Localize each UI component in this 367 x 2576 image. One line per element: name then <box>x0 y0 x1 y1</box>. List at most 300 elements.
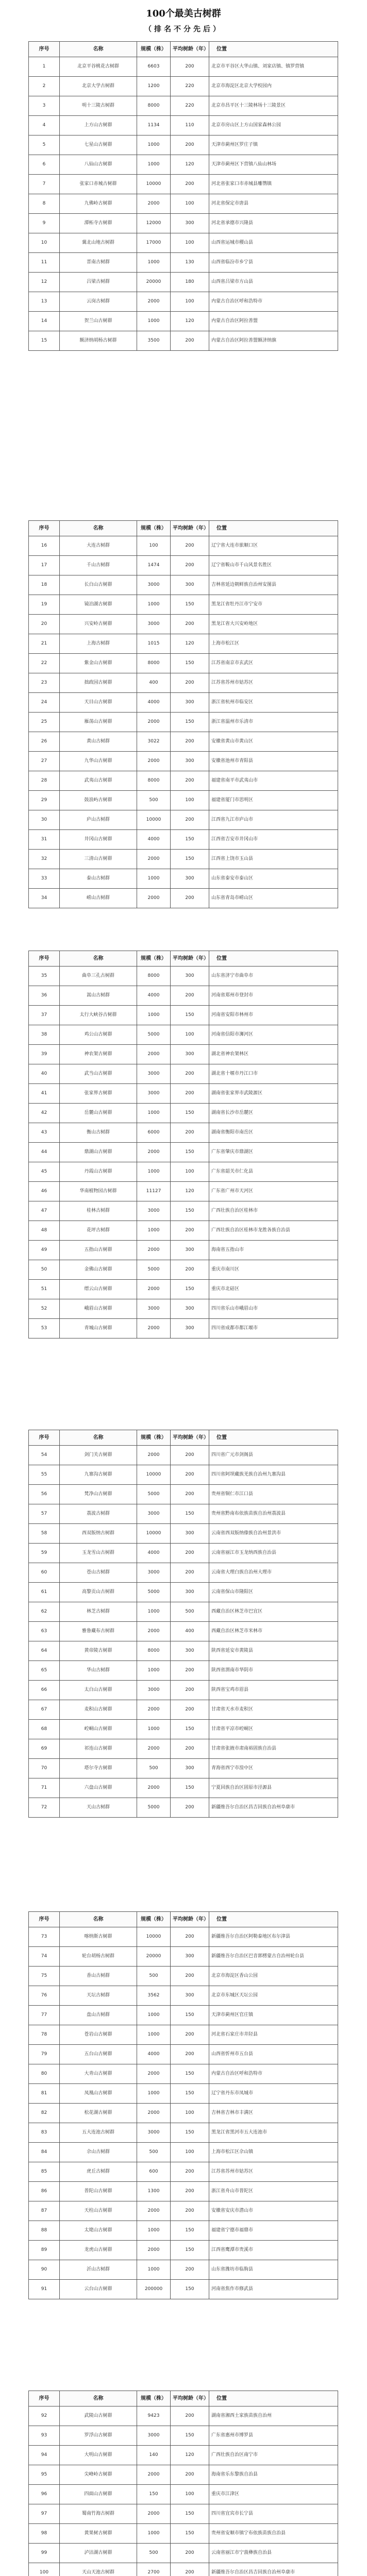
cell-no: 6 <box>29 155 60 175</box>
cell-age: 100 <box>171 2143 209 2162</box>
cell-scale: 3000 <box>137 1084 171 1104</box>
cell-age: 100 <box>171 292 209 312</box>
cell-scale: 2000 <box>137 194 171 214</box>
table-row <box>29 1681 338 1700</box>
cell-location: 四川省成都市都江堰市 <box>209 1319 338 1338</box>
table-row <box>29 1583 338 1602</box>
cell-scale: 500 <box>137 1967 171 1986</box>
cell-scale: 500 <box>137 791 171 810</box>
table-row <box>29 273 338 292</box>
table-row <box>29 1221 338 1241</box>
cell-no: 53 <box>29 1319 60 1338</box>
cell-location: 北京市海淀区香山公园 <box>209 1967 338 1986</box>
table-row <box>29 595 338 615</box>
cell-no: 11 <box>29 253 60 273</box>
cell-location: 陕西省宝鸡市眉县 <box>209 1681 338 1700</box>
cell-scale: 1474 <box>137 556 171 575</box>
cell-scale: 3562 <box>137 1986 171 2006</box>
cell-location: 甘肃省平凉市崆峒区 <box>209 1720 338 1739</box>
cell-name: 七星山古树群 <box>60 135 137 155</box>
cell-name: 荔波古树群 <box>60 1504 137 1524</box>
cell-age: 200 <box>171 135 209 155</box>
cell-age: 200 <box>171 1544 209 1563</box>
cell-scale: 1300 <box>137 2182 171 2201</box>
cell-scale: 4000 <box>137 830 171 850</box>
table-block <box>28 2391 338 2576</box>
cell-scale: 2000 <box>137 1319 171 1338</box>
cell-name: 塔尔寺古树群 <box>60 1759 137 1778</box>
cell-no: 45 <box>29 1162 60 1182</box>
cell-name: 六盘山古树群 <box>60 1778 137 1798</box>
cell-name: 缙云山古树群 <box>60 1280 137 1299</box>
cell-age: 150 <box>171 1504 209 1524</box>
cell-location: 四川省乐山市峨眉山市 <box>209 1299 338 1319</box>
cell-scale: 8000 <box>137 1641 171 1661</box>
cell-scale: 1000 <box>137 1602 171 1622</box>
cell-age: 200 <box>171 1927 209 1947</box>
cell-name: 西双版纳古树群 <box>60 1524 137 1544</box>
cell-name: 北京平谷桃花古树群 <box>60 57 137 77</box>
cell-age: 300 <box>171 1045 209 1064</box>
cell-age: 200 <box>171 1221 209 1241</box>
cell-age: 200 <box>171 1446 209 1465</box>
header-no: 序号 <box>29 42 60 57</box>
cell-age: 200 <box>171 1260 209 1280</box>
table-row <box>29 2064 338 2084</box>
cell-scale: 4000 <box>137 2045 171 2064</box>
cell-age: 150 <box>171 1143 209 1162</box>
cell-age: 100 <box>171 194 209 214</box>
table-row <box>29 830 338 850</box>
cell-scale: 1134 <box>137 116 171 135</box>
cell-no: 43 <box>29 1123 60 1143</box>
table-row <box>29 1504 338 1524</box>
table-row <box>29 1661 338 1681</box>
table-row <box>29 1700 338 1720</box>
cell-name: 武陵山古树群 <box>60 2406 137 2426</box>
cell-scale: 1000 <box>137 1661 171 1681</box>
table-row <box>29 1602 338 1622</box>
cell-age: 200 <box>171 1064 209 1084</box>
cell-scale: 1000 <box>137 1162 171 1182</box>
cell-location: 山东省潍坊市临朐县 <box>209 2260 338 2280</box>
cell-location: 天津市蓟州区下营镇八仙山林场 <box>209 155 338 175</box>
cell-location: 河南省郑州市登封市 <box>209 986 338 1006</box>
cell-no: 22 <box>29 654 60 673</box>
cell-name: 井冈山古树群 <box>60 830 137 850</box>
table-row <box>29 1201 338 1221</box>
header-location: 位置 <box>209 1912 338 1927</box>
cell-no: 23 <box>29 673 60 693</box>
cell-scale: 9423 <box>137 2406 171 2426</box>
cell-location: 广东省韶关市仁化县 <box>209 1162 338 1182</box>
cell-name: 祁连山古树群 <box>60 1739 137 1759</box>
table-block <box>28 41 338 351</box>
cell-location: 云南省丽江市宁蒗彝族自治县 <box>209 2544 338 2563</box>
cell-name: 云岗古树群 <box>60 292 137 312</box>
cell-age: 200 <box>171 2025 209 2045</box>
cell-age: 300 <box>171 1524 209 1544</box>
cell-name: 大青山古树群 <box>60 2064 137 2084</box>
table-row <box>29 713 338 732</box>
header-name: 名称 <box>60 2391 137 2406</box>
cell-location: 江苏省苏州市姑苏区 <box>209 673 338 693</box>
cell-no: 5 <box>29 135 60 155</box>
cell-location: 湖北省神农架林区 <box>209 1045 338 1064</box>
cell-name: 三清山古树群 <box>60 850 137 869</box>
cell-name: 九寨沟古树群 <box>60 1465 137 1485</box>
cell-age: 400 <box>171 1622 209 1641</box>
cell-location: 新疆维吾尔自治区昌吉回族自治州阜康市 <box>209 2563 338 2576</box>
table-row <box>29 1280 338 1299</box>
cell-location: 甘肃省天水市麦积区 <box>209 1700 338 1720</box>
header-no: 序号 <box>29 1912 60 1927</box>
table-row <box>29 850 338 869</box>
cell-no: 94 <box>29 2446 60 2465</box>
cell-no: 100 <box>29 2563 60 2576</box>
cell-no: 50 <box>29 1260 60 1280</box>
cell-location: 河南省安阳市林州市 <box>209 1006 338 1025</box>
cell-scale: 10000 <box>137 1524 171 1544</box>
cell-no: 67 <box>29 1700 60 1720</box>
cell-name: 五大连池古树群 <box>60 2123 137 2143</box>
cell-name: 武夷山古树群 <box>60 771 137 791</box>
cell-location: 内蒙古自治区阿拉善盟额济纳旗 <box>209 331 338 351</box>
table-row <box>29 1162 338 1182</box>
cell-age: 150 <box>171 595 209 615</box>
table-row <box>29 1524 338 1544</box>
cell-age: 200 <box>171 2260 209 2280</box>
cell-name: 崂山古树群 <box>60 889 137 908</box>
table-row <box>29 2221 338 2241</box>
cell-location: 辽宁省鞍山市千山风景名胜区 <box>209 556 338 575</box>
table-row <box>29 2006 338 2025</box>
cell-name: 太白山古树群 <box>60 1681 137 1700</box>
cell-age: 150 <box>171 1720 209 1739</box>
table-row <box>29 1739 338 1759</box>
table-header-row <box>29 1912 338 1927</box>
cell-no: 4 <box>29 116 60 135</box>
header-name: 名称 <box>60 1430 137 1446</box>
cell-location: 云南省丽江市玉龙纳西族自治县 <box>209 1544 338 1563</box>
cell-location: 天津市蓟州区官庄镇 <box>209 2006 338 2025</box>
cell-name: 泰山古树群 <box>60 869 137 889</box>
table-row <box>29 2524 338 2544</box>
table-header-row <box>29 42 338 57</box>
cell-scale: 1000 <box>137 595 171 615</box>
cell-location: 浙江省杭州市临安区 <box>209 693 338 713</box>
cell-no: 97 <box>29 2504 60 2524</box>
cell-no: 27 <box>29 752 60 771</box>
cell-age: 200 <box>171 1084 209 1104</box>
cell-location: 江西省吉安市井冈山市 <box>209 830 338 850</box>
cell-age: 150 <box>171 1778 209 1798</box>
table-row <box>29 1927 338 1947</box>
cell-no: 31 <box>29 830 60 850</box>
cell-location: 福建省南平市武夷山市 <box>209 771 338 791</box>
cell-scale: 3000 <box>137 1504 171 1524</box>
cell-name: 天山古树群 <box>60 1798 137 1818</box>
cell-location: 贵州省黔南布依族苗族自治州荔波县 <box>209 1504 338 1524</box>
table-row <box>29 1064 338 1084</box>
cell-name: 四面山古树群 <box>60 2485 137 2504</box>
cell-name: 八仙山古树群 <box>60 155 137 175</box>
cell-no: 70 <box>29 1759 60 1778</box>
cell-scale: 10000 <box>137 810 171 830</box>
cell-no: 10 <box>29 233 60 253</box>
cell-age: 120 <box>171 155 209 175</box>
cell-age: 200 <box>171 1700 209 1720</box>
cell-location: 河北省承德市兴隆县 <box>209 214 338 233</box>
cell-scale: 1000 <box>137 2084 171 2104</box>
cell-scale: 2000 <box>137 2064 171 2084</box>
cell-age: 200 <box>171 57 209 77</box>
table-row <box>29 2201 338 2221</box>
table-row <box>29 175 338 194</box>
table-row <box>29 2544 338 2563</box>
cell-age: 200 <box>171 889 209 908</box>
cell-name: 张家口赤城古树群 <box>60 175 137 194</box>
cell-no: 46 <box>29 1182 60 1201</box>
cell-scale: 1000 <box>137 155 171 175</box>
cell-no: 68 <box>29 1720 60 1739</box>
cell-no: 33 <box>29 869 60 889</box>
table-row <box>29 1563 338 1583</box>
cell-name: 张家界古树群 <box>60 1084 137 1104</box>
cell-age: 300 <box>171 1641 209 1661</box>
cell-age: 300 <box>171 1583 209 1602</box>
cell-scale: 2000 <box>137 1143 171 1162</box>
cell-name: 太姥山古树群 <box>60 2221 137 2241</box>
cell-no: 34 <box>29 889 60 908</box>
cell-name: 天目山古树群 <box>60 693 137 713</box>
table-row <box>29 233 338 253</box>
table-row <box>29 2241 338 2260</box>
cell-age: 300 <box>171 1241 209 1260</box>
header-scale: 规模（株） <box>137 1430 171 1446</box>
table-row <box>29 1143 338 1162</box>
cell-name: 武当山古树群 <box>60 1064 137 1084</box>
cell-scale: 10000 <box>137 175 171 194</box>
cell-name: 华南植物园古树群 <box>60 1182 137 1201</box>
cell-location: 重庆市江津区 <box>209 2485 338 2504</box>
table-row <box>29 2143 338 2162</box>
cell-no: 72 <box>29 1798 60 1818</box>
cell-no: 81 <box>29 2084 60 2104</box>
cell-scale: 3000 <box>137 2426 171 2446</box>
cell-age: 200 <box>171 536 209 556</box>
cell-no: 36 <box>29 986 60 1006</box>
table-row <box>29 1986 338 2006</box>
header-name: 名称 <box>60 521 137 536</box>
cell-no: 3 <box>29 96 60 116</box>
cell-no: 41 <box>29 1084 60 1104</box>
table-row <box>29 1182 338 1201</box>
cell-location: 陕西省渭南市华阴市 <box>209 1661 338 1681</box>
cell-location: 河北省保定市唐县 <box>209 194 338 214</box>
cell-no: 74 <box>29 1947 60 1967</box>
cell-name: 额济纳胡杨古树群 <box>60 331 137 351</box>
cell-age: 200 <box>171 1739 209 1759</box>
table-row <box>29 732 338 752</box>
cell-scale: 100 <box>137 536 171 556</box>
cell-scale: 2000 <box>137 2504 171 2524</box>
cell-name: 上海古树群 <box>60 634 137 654</box>
cell-no: 63 <box>29 1622 60 1641</box>
table-row <box>29 2406 338 2426</box>
cell-location: 青海省西宁市湟中区 <box>209 1759 338 1778</box>
cell-name: 凤凰山古树群 <box>60 2084 137 2104</box>
cell-age: 300 <box>171 1986 209 2006</box>
cell-location: 湖南省长沙市岳麓区 <box>209 1104 338 1123</box>
cell-age: 200 <box>171 771 209 791</box>
cell-location: 湖北省十堰市丹江口市 <box>209 1064 338 1084</box>
table-row <box>29 2123 338 2143</box>
cell-name: 九华山古树群 <box>60 752 137 771</box>
cell-scale: 2000 <box>137 1739 171 1759</box>
table-row <box>29 135 338 155</box>
cell-no: 54 <box>29 1446 60 1465</box>
cell-no: 21 <box>29 634 60 654</box>
header-name: 名称 <box>60 951 137 967</box>
cell-age: 150 <box>171 2006 209 2025</box>
cell-location: 山东省泰安市泰山区 <box>209 869 338 889</box>
cell-age: 220 <box>171 77 209 96</box>
cell-age: 110 <box>171 116 209 135</box>
cell-no: 26 <box>29 732 60 752</box>
table-row <box>29 1622 338 1641</box>
cell-scale: 17000 <box>137 233 171 253</box>
cell-no: 69 <box>29 1739 60 1759</box>
cell-scale: 600 <box>137 2162 171 2182</box>
table-row <box>29 2504 338 2524</box>
header-age: 平均树龄（年） <box>171 2391 209 2406</box>
table-row <box>29 312 338 331</box>
cell-name: 鸡公山古树群 <box>60 1025 137 1045</box>
cell-scale: 1000 <box>137 2006 171 2025</box>
cell-name: 沂山古树群 <box>60 2260 137 2280</box>
data-table <box>28 41 338 351</box>
table-row <box>29 2084 338 2104</box>
cell-no: 75 <box>29 1967 60 1986</box>
page-title: 100个最美古树群 <box>146 8 221 19</box>
cell-location: 山西省运城市稷山县 <box>209 233 338 253</box>
cell-location: 西藏自治区林芝市米林市 <box>209 1622 338 1641</box>
cell-no: 93 <box>29 2426 60 2446</box>
cell-name: 鼓浪屿古树群 <box>60 791 137 810</box>
cell-scale: 2000 <box>137 2104 171 2123</box>
cell-location: 河南省信阳市浉河区 <box>209 1025 338 1045</box>
cell-location: 浙江省舟山市普陀区 <box>209 2182 338 2201</box>
cell-scale: 20000 <box>137 273 171 292</box>
cell-scale: 2000 <box>137 850 171 869</box>
cell-age: 200 <box>171 2544 209 2563</box>
cell-no: 60 <box>29 1563 60 1583</box>
cell-scale: 2000 <box>137 752 171 771</box>
cell-scale: 5000 <box>137 1798 171 1818</box>
cell-no: 80 <box>29 2064 60 2084</box>
cell-location: 云南省西双版纳傣族自治州景洪市 <box>209 1524 338 1544</box>
header-no: 序号 <box>29 1430 60 1446</box>
cell-scale: 2000 <box>137 2201 171 2221</box>
cell-scale: 3000 <box>137 615 171 634</box>
cell-no: 37 <box>29 1006 60 1025</box>
table-row <box>29 1641 338 1661</box>
cell-no: 20 <box>29 615 60 634</box>
cell-name: 千山古树群 <box>60 556 137 575</box>
header-no: 序号 <box>29 2391 60 2406</box>
cell-age: 150 <box>171 1006 209 1025</box>
cell-name: 轮台胡杨古树群 <box>60 1947 137 1967</box>
cell-no: 78 <box>29 2025 60 2045</box>
table-row <box>29 1123 338 1143</box>
cell-name: 黄山古树群 <box>60 732 137 752</box>
header-scale: 规模（株） <box>137 521 171 536</box>
cell-location: 新疆维吾尔自治区巴音郭楞蒙古自治州轮台县 <box>209 1947 338 1967</box>
table-row <box>29 2260 338 2280</box>
cell-no: 44 <box>29 1143 60 1162</box>
cell-name: 梵净山古树群 <box>60 1485 137 1504</box>
table-row <box>29 1544 338 1563</box>
cell-no: 66 <box>29 1681 60 1700</box>
cell-age: 200 <box>171 1681 209 1700</box>
cell-no: 47 <box>29 1201 60 1221</box>
cell-scale: 500 <box>137 2143 171 2162</box>
cell-scale: 11127 <box>137 1182 171 1201</box>
header-age: 平均树龄（年） <box>171 951 209 967</box>
cell-location: 北京市房山区上方山国家森林公园 <box>209 116 338 135</box>
cell-name: 尖峰岭古树群 <box>60 2465 137 2485</box>
cell-scale: 1000 <box>137 2524 171 2544</box>
cell-location: 新疆维吾尔自治区昌吉回族自治州阜康市 <box>209 1798 338 1818</box>
cell-location: 贵州省安顺市镇宁布依族苗族自治县 <box>209 2524 338 2544</box>
cell-name: 青城山古树群 <box>60 1319 137 1338</box>
cell-age: 120 <box>171 1182 209 1201</box>
cell-age: 200 <box>171 556 209 575</box>
table-row <box>29 2485 338 2504</box>
cell-scale: 150 <box>137 2485 171 2504</box>
table-row <box>29 1084 338 1104</box>
table-row <box>29 1045 338 1064</box>
cell-no: 77 <box>29 2006 60 2025</box>
cell-no: 52 <box>29 1299 60 1319</box>
cell-name: 五台山古树群 <box>60 2045 137 2064</box>
cell-name: 贺兰山古树群 <box>60 312 137 331</box>
cell-no: 58 <box>29 1524 60 1544</box>
cell-location: 江苏省苏州市姑苏区 <box>209 2162 338 2182</box>
cell-location: 山西省临汾市乡宁县 <box>209 253 338 273</box>
cell-no: 7 <box>29 175 60 194</box>
cell-age: 150 <box>171 1280 209 1299</box>
table-row <box>29 2162 338 2182</box>
cell-location: 新疆维吾尔自治区阿勒泰地区布尔津县 <box>209 1927 338 1947</box>
cell-location: 海南省五指山市 <box>209 1241 338 1260</box>
cell-no: 18 <box>29 575 60 595</box>
cell-no: 79 <box>29 2045 60 2064</box>
cell-name: 大连古树群 <box>60 536 137 556</box>
cell-location: 安徽省池州市青阳县 <box>209 752 338 771</box>
cell-location: 福建省宁德市福鼎市 <box>209 2221 338 2241</box>
cell-scale: 10000 <box>137 1465 171 1485</box>
cell-age: 200 <box>171 2045 209 2064</box>
cell-age: 200 <box>171 2201 209 2221</box>
cell-location: 重庆市北碚区 <box>209 1280 338 1299</box>
cell-name: 天坛古树群 <box>60 1986 137 2006</box>
table-header-row <box>29 951 338 967</box>
cell-location: 北京市东城区天坛公园 <box>209 1986 338 2006</box>
cell-scale: 140 <box>137 2446 171 2465</box>
table-row <box>29 869 338 889</box>
